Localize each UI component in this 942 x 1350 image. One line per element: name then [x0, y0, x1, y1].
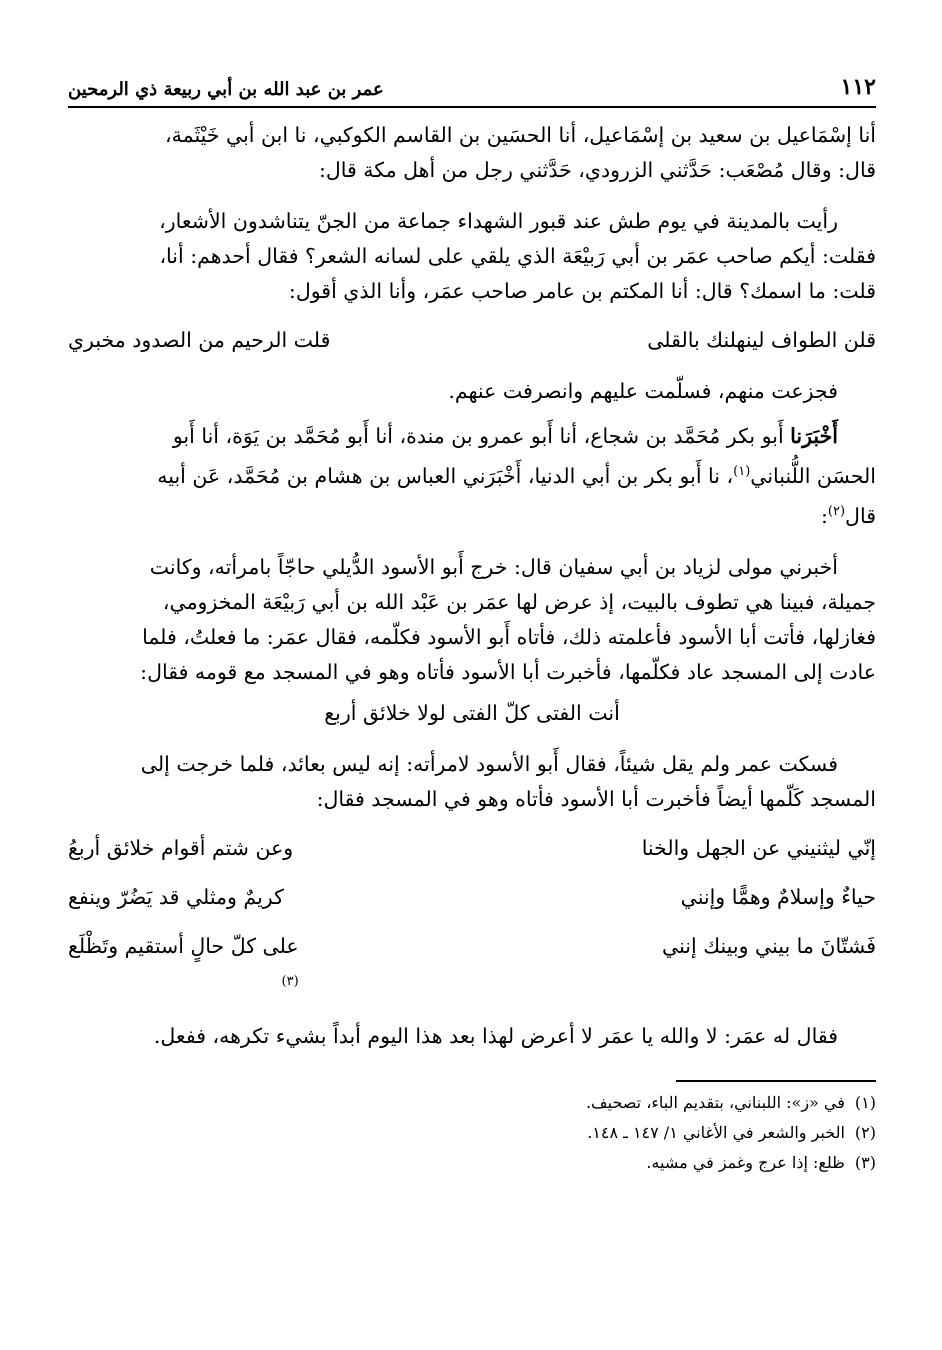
verse-hemistich-left: قلت الرحيم من الصدود مخبري	[68, 328, 331, 352]
text-line: فقلت: أيكم صاحب عمَر بن أبي رَبيْعَة الذي يلقي على لسانه الشعر؟ فقال أحدهم: أنا،	[159, 244, 876, 268]
paragraph-narrative-4	[68, 747, 876, 782]
footnote-text: في «ز»: اللبناني، بتقديم الباء، تصحيف.	[585, 1093, 845, 1113]
footnote-number: (٣)	[854, 1153, 876, 1173]
verse-hemistich-left: على كلّ حالٍ أستقيم وتَظْلَع $^{(٣)}$	[68, 933, 299, 989]
text-line: أَخْبَرَنا أَبو بكر مُحَمَّد بن شجاع، أنا أَبو عمرو بن مندة، أنا أَبو مُحَمَّد بن يَوَة، أنا أَبو	[172, 424, 838, 448]
text-line: فقال له عمَر: لا والله يا عمَر لا أعرض لهذا بعد هذا اليوم أبداً بشيء تكرهه، ففعل.	[153, 1024, 838, 1049]
verse-hemistich-right: فَشتّانَ ما بيني وبينك إنني	[662, 933, 876, 958]
page-number: ١١٢	[840, 74, 876, 100]
page-header	[68, 56, 876, 108]
text-line: قال$^{(٢)}$:	[820, 503, 876, 528]
footnote-divider	[676, 1080, 876, 1082]
paragraph-narrative-3	[68, 550, 876, 585]
footnote-item	[68, 1088, 876, 1118]
footnote-ref-1: (١)	[733, 464, 751, 479]
text-line: فجزعت منهم، فسلّمت عليهم وانصرفت عنهم.	[448, 379, 838, 403]
running-title: عمر بن عبد الله بن أبي ربيعة ذي الرمحين	[68, 79, 384, 100]
paragraph-isnad-1	[68, 118, 876, 188]
footnote-text: ظلع: إذا عرج وغمز في مشيه.	[646, 1153, 845, 1173]
paragraph-narrative-5	[68, 1019, 876, 1054]
text-line: أنا إسْمَاعيل بن سعيد بن إسْمَاعيل، أنا الحسَين بن القاسم الكوكبي، نا ابن أبي خَيْثَمة،	[165, 123, 876, 147]
paragraph-narrative-1-cont	[68, 239, 876, 309]
verse-hemistich-right: قلن الطواف لينهلنك بالقلى	[647, 328, 876, 352]
text-line: رأيت بالمدينة في يوم طش عند قبور الشهداء جماعة من الجنّ يتناشدون الأشعار،	[159, 209, 838, 233]
footnote-text: الخبر والشعر في الأغاني ١/ ١٤٧ ـ ١٤٨.	[587, 1123, 845, 1143]
text-line: عادت إلى المسجد عاد فكلّمها، فأخبرت أبا الأسود فأتاه وهو في المسجد مع قومه فقال:	[140, 659, 876, 684]
paragraph-narrative-3-cont	[68, 585, 876, 690]
text-line: أخبرني مولى لزياد بن أبي سفيان قال: خرج أَبو الأسود الدُّيلي حاجّاً بامرأته، وكانت	[149, 554, 838, 579]
verse-hemistich-left: وعن شتم أقوام خلائق أربعُ	[68, 835, 294, 860]
text-line: فغازلها، فأتت أبا الأسود فأعلمته ذلك، فأتاه أَبو الأسود فكلّمه، فقال عمَر: ما فعلتُ، فلما	[142, 624, 876, 649]
poem-verse	[68, 929, 876, 1004]
text-line: جميلة، فبينا هي تطوف بالبيت، إذ عرض لها عمَر بن عَبْد الله بن أبي رَبيْعَة المخزومي،	[162, 589, 876, 614]
paragraph-narrative-1	[68, 204, 876, 239]
text-line: الحسَن اللُّنباني$^{(١)}$، نا أَبو بكر بن أبي الدنيا، أَخْبَرَني العباس بن هشام بن مُحَمَّد، عَن أبيه	[157, 463, 876, 488]
poem-verse	[68, 880, 876, 915]
footnote-ref-3: (٣)	[281, 973, 299, 989]
text-line: قال: وقال مُصْعَب: حَدَّثني الزرودي، حَدَّثني رجل من أهل مكة قال:	[318, 158, 876, 182]
footnote-item	[68, 1118, 876, 1148]
verse-hemistich-left: كريمٌ ومثلي قد يَضُرّ وينفع	[68, 884, 284, 909]
footnote-item	[68, 1148, 876, 1178]
poem	[68, 831, 876, 1004]
text-line: فسكت عمر ولم يقل شيئاً، فقال أَبو الأسود لامرأته: إنه ليس بعائد، فلما خرجت إلى	[140, 751, 838, 776]
text-line: قلت: ما اسمك؟ قال: أنا المكتم بن عامر صاحب عمَر، وأنا الذي أقول:	[288, 279, 876, 303]
verse-hemistich-right: حياءٌ وإسلامٌ وهمًّا وإنني	[680, 884, 876, 909]
paragraph-narrative-4-cont	[68, 782, 876, 817]
poem-verse	[68, 831, 876, 866]
footnote-ref-2: (٢)	[827, 503, 846, 519]
footnote-number: (٢)	[854, 1123, 876, 1143]
verse-hemistich-right: إنّي ليثنيني عن الجهل والخنا	[641, 835, 876, 860]
akhbarana-lead: أَخْبَرَنا	[790, 424, 838, 448]
main-text	[68, 118, 876, 1054]
paragraph-narrative-2	[68, 374, 876, 409]
text-line: المسجد كَلّمها أيضاً فأخبرت أبا الأسود فأتاه وهو في المسجد فقال:	[316, 786, 876, 811]
paragraph-isnad-2	[68, 419, 876, 454]
footnotes	[68, 1088, 876, 1178]
paragraph-isnad-2-cont	[68, 454, 876, 534]
footnote-number: (١)	[854, 1093, 876, 1113]
verse-line-2: أنت الفتى كلّ الفتى لولا خلائق أربع	[324, 700, 620, 725]
verse-line-1	[68, 323, 876, 358]
